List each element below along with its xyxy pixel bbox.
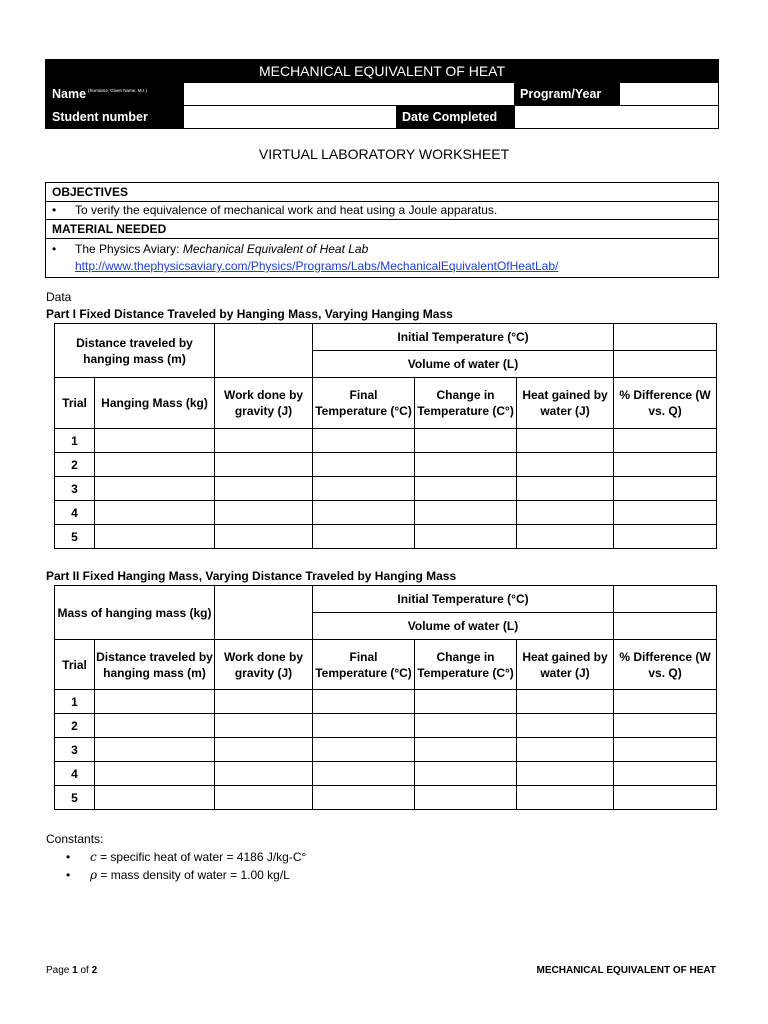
- part1-col-work: Work done by gravity (J): [215, 378, 313, 429]
- table-cell[interactable]: [517, 786, 614, 810]
- table-cell[interactable]: [415, 477, 517, 501]
- page-prefix: Page: [46, 965, 73, 976]
- table-cell[interactable]: [313, 714, 415, 738]
- table-cell[interactable]: [215, 477, 313, 501]
- part2-title: Part II Fixed Hanging Mass, Varying Distance Traveled by Hanging Mass: [46, 569, 457, 583]
- date-completed-field[interactable]: [514, 106, 718, 128]
- name-field[interactable]: [183, 83, 514, 105]
- name-label: Name: [52, 87, 87, 101]
- part2-table: [54, 585, 717, 810]
- name-label-cell: [46, 83, 183, 105]
- table-cell[interactable]: [517, 738, 614, 762]
- table-cell[interactable]: [313, 762, 415, 786]
- table-cell[interactable]: [517, 429, 614, 453]
- table-cell[interactable]: [95, 477, 215, 501]
- c-symbol: c: [90, 850, 97, 864]
- table-row: [55, 714, 717, 738]
- table-cell[interactable]: [614, 525, 717, 549]
- table-cell[interactable]: [313, 453, 415, 477]
- table-row: [55, 501, 717, 525]
- name-hint: (Surname, Given Name, M.I.): [88, 88, 147, 93]
- table-cell[interactable]: [95, 738, 215, 762]
- objective-text: To verify the equivalence of mechanical work and heat using a Joule apparatus.: [75, 203, 498, 217]
- table-cell[interactable]: [415, 714, 517, 738]
- part2-volume-label: Volume of water (L): [313, 613, 614, 640]
- trial-number: 4: [55, 501, 95, 525]
- table-cell[interactable]: [415, 738, 517, 762]
- table-cell[interactable]: [614, 714, 717, 738]
- table-row: [55, 738, 717, 762]
- student-number-label: Student number: [46, 106, 183, 128]
- constants-section: [46, 830, 306, 884]
- header-row-name: [46, 82, 718, 105]
- part2-col-work: Work done by gravity (J): [215, 640, 313, 690]
- table-row: [55, 477, 717, 501]
- table-cell[interactable]: [517, 690, 614, 714]
- worksheet-title: VIRTUAL LABORATORY WORKSHEET: [258, 146, 510, 162]
- trial-number: 5: [55, 525, 95, 549]
- trial-number: 2: [55, 453, 95, 477]
- table-cell[interactable]: [313, 738, 415, 762]
- table-cell[interactable]: [313, 501, 415, 525]
- table-cell[interactable]: [517, 501, 614, 525]
- table-cell[interactable]: [614, 690, 717, 714]
- part1-fixed-value[interactable]: [215, 324, 313, 378]
- part1-volume-value[interactable]: [614, 351, 717, 378]
- trial-number: 4: [55, 762, 95, 786]
- page-number: [46, 965, 97, 976]
- table-cell[interactable]: [95, 525, 215, 549]
- table-cell[interactable]: [215, 525, 313, 549]
- table-cell[interactable]: [95, 690, 215, 714]
- rho-text: = mass density of water = 1.00 kg/L: [97, 868, 290, 882]
- part2-initial-temp-label: Initial Temperature (°C): [313, 586, 614, 613]
- table-row: [55, 429, 717, 453]
- table-cell[interactable]: [415, 429, 517, 453]
- table-cell[interactable]: [313, 786, 415, 810]
- material-source: The Physics Aviary:: [75, 242, 183, 256]
- table-cell[interactable]: [415, 786, 517, 810]
- objective-item: [46, 202, 718, 220]
- trial-number: 1: [55, 690, 95, 714]
- table-row: [55, 453, 717, 477]
- trial-number: 3: [55, 738, 95, 762]
- materials-heading: MATERIAL NEEDED: [46, 220, 718, 239]
- part2-fixed-label: Mass of hanging mass (kg): [55, 586, 215, 640]
- table-cell[interactable]: [517, 477, 614, 501]
- trial-number: 3: [55, 477, 95, 501]
- table-cell[interactable]: [95, 501, 215, 525]
- program-field[interactable]: [619, 83, 718, 105]
- table-cell[interactable]: [517, 714, 614, 738]
- table-row: [55, 762, 717, 786]
- part2-col-final-temp: Final Temperature (°C): [313, 640, 415, 690]
- page-total: 2: [91, 965, 98, 976]
- part2-initial-temp-value[interactable]: [614, 586, 717, 613]
- material-item: [46, 239, 718, 277]
- page-of: of: [77, 965, 92, 976]
- part1-col-final-temp: Final Temperature (°C): [313, 378, 415, 429]
- table-cell[interactable]: [313, 525, 415, 549]
- part1-initial-temp-value[interactable]: [614, 324, 717, 351]
- part2-col-heat: Heat gained by water (J): [517, 640, 614, 690]
- header-row-student: [46, 105, 718, 128]
- part1-col-change-temp: Change in Temperature (C°): [415, 378, 517, 429]
- table-cell[interactable]: [517, 453, 614, 477]
- table-cell[interactable]: [95, 429, 215, 453]
- part1-title: Part I Fixed Distance Traveled by Hanging Mass, Varying Hanging Mass: [46, 307, 453, 321]
- table-cell[interactable]: [614, 429, 717, 453]
- bullet-icon: •: [52, 203, 57, 217]
- table-cell[interactable]: [614, 477, 717, 501]
- table-cell[interactable]: [215, 501, 313, 525]
- material-title: Mechanical Equivalent of Heat Lab: [182, 242, 369, 256]
- c-text: = specific heat of water = 4186 J/kg-C°: [96, 850, 307, 864]
- table-row: [55, 525, 717, 549]
- part1-initial-temp-label: Initial Temperature (°C): [313, 324, 614, 351]
- table-cell[interactable]: [614, 762, 717, 786]
- table-cell[interactable]: [517, 525, 614, 549]
- part1-table: [54, 323, 717, 549]
- table-cell[interactable]: [95, 762, 215, 786]
- table-cell[interactable]: [415, 501, 517, 525]
- table-cell[interactable]: [614, 501, 717, 525]
- trial-number: 1: [55, 429, 95, 453]
- part2-fixed-value[interactable]: [215, 586, 313, 640]
- constants-heading: Constants:: [46, 832, 104, 846]
- table-cell[interactable]: [415, 453, 517, 477]
- bullet-icon: •: [52, 242, 57, 256]
- table-cell[interactable]: [614, 738, 717, 762]
- table-cell[interactable]: [313, 477, 415, 501]
- table-cell[interactable]: [215, 690, 313, 714]
- objectives-heading: OBJECTIVES: [46, 183, 718, 202]
- part1-col-heat: Heat gained by water (J): [517, 378, 614, 429]
- table-cell[interactable]: [215, 762, 313, 786]
- header-block: [45, 59, 719, 129]
- trial-number: 2: [55, 714, 95, 738]
- date-completed-label: Date Completed: [396, 106, 514, 128]
- table-cell[interactable]: [215, 714, 313, 738]
- objectives-box: [45, 182, 719, 278]
- table-cell[interactable]: [313, 429, 415, 453]
- material-link[interactable]: http://www.thephysicsaviary.com/Physics/Programs/Labs/MechanicalEquivalentOfHeatLab/: [75, 259, 559, 273]
- table-cell[interactable]: [614, 786, 717, 810]
- table-cell[interactable]: [215, 738, 313, 762]
- table-cell[interactable]: [215, 453, 313, 477]
- table-cell[interactable]: [313, 690, 415, 714]
- table-cell[interactable]: [415, 690, 517, 714]
- constant-density: [66, 866, 306, 884]
- program-label: Program/Year: [514, 83, 619, 105]
- part2-col-trial: Trial: [55, 640, 95, 690]
- rho-symbol: ρ: [90, 868, 98, 882]
- trial-number: 5: [55, 786, 95, 810]
- table-cell[interactable]: [614, 453, 717, 477]
- document-title: MECHANICAL EQUIVALENT OF HEAT: [46, 60, 718, 82]
- table-cell[interactable]: [95, 453, 215, 477]
- table-cell[interactable]: [415, 525, 517, 549]
- part1-volume-label: Volume of water (L): [313, 351, 614, 378]
- page-current: 1: [72, 965, 78, 976]
- part1-col-difference: % Difference (W vs. Q): [614, 378, 717, 429]
- part1-fixed-label: Distance traveled by hanging mass (m): [55, 324, 215, 378]
- constant-specific-heat: [66, 848, 306, 866]
- table-cell[interactable]: [415, 762, 517, 786]
- part1-col-hanging-mass: Hanging Mass (kg): [95, 378, 215, 429]
- footer-title: MECHANICAL EQUIVALENT OF HEAT: [536, 965, 716, 976]
- data-label: Data: [46, 290, 72, 304]
- constants-list: [66, 848, 306, 884]
- part2-col-difference: % Difference (W vs. Q): [614, 640, 717, 690]
- student-number-field[interactable]: [183, 106, 396, 128]
- table-cell[interactable]: [95, 786, 215, 810]
- part2-col-distance: Distance traveled by hanging mass (m): [95, 640, 215, 690]
- part1-col-trial: Trial: [55, 378, 95, 429]
- part2-col-change-temp: Change in Temperature (C°): [415, 640, 517, 690]
- table-cell[interactable]: [215, 429, 313, 453]
- table-cell[interactable]: [517, 762, 614, 786]
- table-row: [55, 786, 717, 810]
- table-row: [55, 690, 717, 714]
- part2-volume-value[interactable]: [614, 613, 717, 640]
- table-cell[interactable]: [95, 714, 215, 738]
- table-cell[interactable]: [215, 786, 313, 810]
